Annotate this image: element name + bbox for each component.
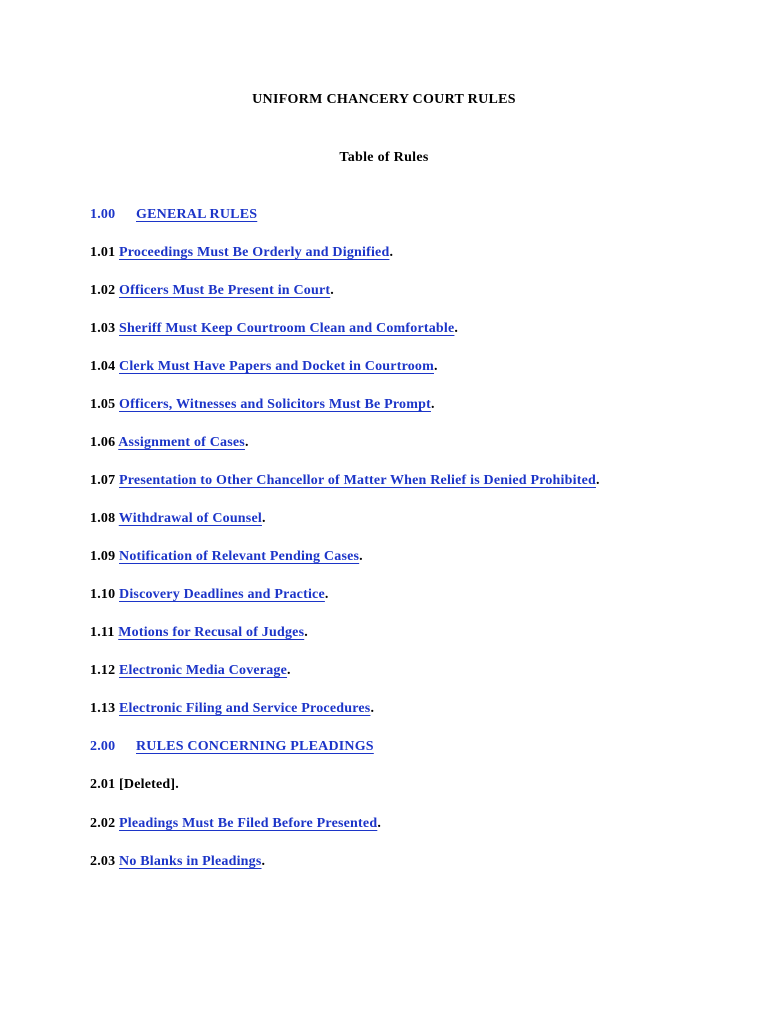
rule-suffix: . [359, 549, 363, 564]
rule-suffix: . [244, 435, 249, 450]
rule-number: 2.02 [90, 816, 116, 831]
rule-link-2-02[interactable]: Pleadings Must Be Filed Before Presented [119, 816, 378, 831]
rule-link-1-13[interactable]: Electronic Filing and Service Procedures [119, 701, 371, 716]
rule-suffix: . [434, 359, 438, 374]
toc-entry-1-12 [90, 663, 291, 679]
rule-number: 1.05 [90, 397, 116, 412]
rule-link-1-07[interactable]: Presentation to Other Chancellor of Matter When Relief is Denied Prohibited [119, 473, 596, 488]
rule-suffix: . [304, 625, 308, 640]
rule-number: 2.03 [90, 854, 116, 869]
rule-number: 1.12 [90, 663, 116, 678]
rule-link-1-11[interactable]: Motions for Recusal of Judges [118, 625, 305, 640]
rule-link-1-06[interactable]: Assignment of Cases [118, 435, 245, 450]
rule-number: 1.11 [90, 625, 115, 640]
rule-number: 1.04 [90, 359, 116, 374]
rule-link-1-09[interactable]: Notification of Relevant Pending Cases [119, 549, 360, 564]
toc-entry-1-05 [90, 397, 435, 413]
toc-entry-1-10 [90, 587, 329, 603]
rule-number: 1.09 [90, 549, 116, 564]
rule-number: 1.03 [90, 321, 116, 336]
rule-suffix: . [261, 511, 266, 526]
rule-link-2-03[interactable]: No Blanks in Pleadings [119, 854, 262, 869]
toc-entry-1-02 [90, 283, 334, 299]
rule-link-1-03[interactable]: Sheriff Must Keep Courtroom Clean and Comfortable [119, 321, 455, 336]
section-link-pleadings[interactable]: RULES CONCERNING PLEADINGS [136, 739, 374, 754]
document-subtitle: Table of Rules [339, 150, 429, 165]
rule-number: 2.01 [90, 777, 116, 792]
rule-suffix: . [595, 473, 600, 488]
rule-deleted-text: [Deleted]. [119, 777, 179, 792]
rule-link-1-05[interactable]: Officers, Witnesses and Solicitors Must Be Prompt [119, 397, 431, 412]
section-number: 1.00 [90, 207, 116, 222]
toc-entry-1-13 [90, 701, 374, 717]
rule-link-1-12[interactable]: Electronic Media Coverage [119, 663, 288, 678]
toc-entry-1-11 [90, 625, 308, 641]
rule-link-1-10[interactable]: Discovery Deadlines and Practice [119, 587, 325, 602]
section-number: 2.00 [90, 739, 116, 754]
rule-suffix: . [389, 245, 394, 260]
toc-entry-2-02 [90, 816, 381, 832]
toc-entry-1-03 [90, 321, 458, 337]
rule-suffix: . [324, 587, 329, 602]
toc-entry-1-07 [90, 473, 600, 489]
toc-entry-1-04 [90, 359, 438, 375]
rule-link-1-08[interactable]: Withdrawal of Counsel [118, 511, 262, 526]
rule-number: 1.01 [90, 245, 116, 260]
document-title: UNIFORM CHANCERY COURT RULES [252, 92, 516, 107]
rule-number: 1.06 [90, 435, 116, 450]
section-heading-2-00 [90, 739, 374, 755]
rule-suffix: . [454, 321, 459, 336]
rule-suffix: . [287, 663, 291, 678]
toc-entry-2-03 [90, 854, 265, 870]
toc-entry-2-01 [90, 777, 179, 793]
toc-entry-1-08 [90, 511, 266, 527]
rule-link-1-04[interactable]: Clerk Must Have Papers and Docket in Courtroom [119, 359, 434, 374]
rule-number: 1.02 [90, 283, 116, 298]
section-link-general-rules[interactable]: GENERAL RULES [136, 207, 258, 222]
rule-number: 1.07 [90, 473, 116, 488]
rule-suffix: . [430, 397, 435, 412]
rule-link-1-02[interactable]: Officers Must Be Present in Court [119, 283, 331, 298]
rule-link-1-01[interactable]: Proceedings Must Be Orderly and Dignified [119, 245, 390, 260]
toc-entry-1-01 [90, 245, 393, 261]
rule-number: 1.08 [90, 511, 116, 526]
rule-suffix: . [377, 816, 382, 831]
rule-suffix: . [261, 854, 266, 869]
rule-suffix: . [370, 701, 375, 716]
rule-number: 1.13 [90, 701, 116, 716]
rule-suffix: . [330, 283, 334, 298]
section-heading-1-00 [90, 207, 257, 223]
toc-entry-1-06 [90, 435, 249, 451]
toc-entry-1-09 [90, 549, 363, 565]
rule-number: 1.10 [90, 587, 116, 602]
